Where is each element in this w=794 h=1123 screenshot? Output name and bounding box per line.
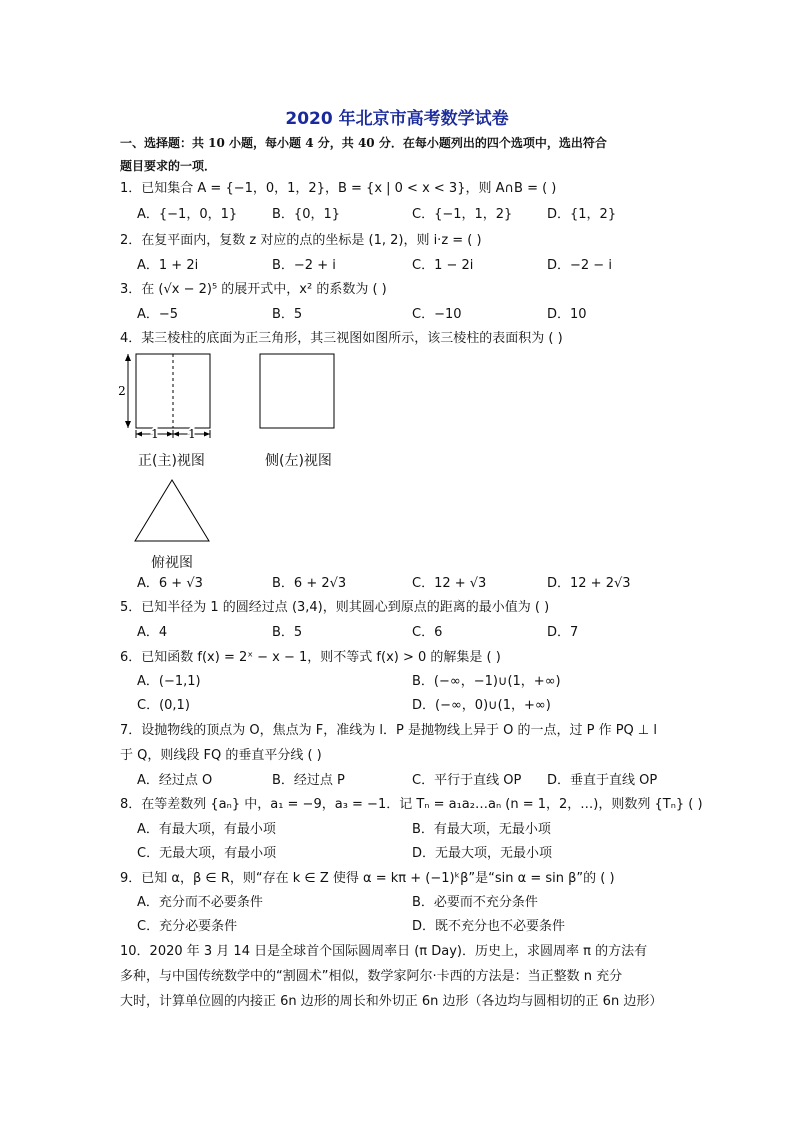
width-dimension-label-right: 1: [188, 427, 196, 441]
question-6-option-a: A．(−1,1): [137, 674, 201, 689]
side-view-label: 侧(左)视图: [265, 453, 332, 469]
question-1-option-c: C．{−1，1，2}: [412, 207, 513, 222]
question-2-option-c: C．1 − 2i: [412, 258, 474, 273]
question-7-stem-line2: 于 Q，则线段 FQ 的垂直平分线 ( ): [120, 748, 322, 763]
page-title: 2020 年北京市高考数学试卷: [285, 109, 509, 129]
section-heading-line1: 一、选择题：共 10 小题，每小题 4 分，共 40 分．在每小题列出的四个选项中，选出符合: [120, 136, 607, 150]
question-2-stem: 2．在复平面内，复数 z 对应的点的坐标是 (1, 2)，则 i·z = ( ): [120, 233, 482, 248]
question-4-stem: 4．某三棱柱的底面为正三角形，其三视图如图所示，该三棱柱的表面积为 ( ): [120, 331, 563, 346]
question-5-stem: 5．已知半径为 1 的圆经过点 (3,4)，则其圆心到原点的距离的最小值为 ( ): [120, 600, 550, 615]
question-4-option-c: C．12 + √3: [412, 576, 487, 591]
question-5-option-a: A．4: [137, 625, 168, 640]
question-6-option-b: B．(−∞，−1)∪(1，+∞): [412, 674, 561, 689]
question-7-option-b: B．经过点 P: [272, 773, 345, 788]
question-1-stem: 1．已知集合 A = {−1，0，1，2}，B = {x | 0 < x < 3}，则 A∩B = ( ): [120, 181, 557, 196]
question-7-option-c: C．平行于直线 OP: [412, 773, 522, 788]
question-6-option-d: D．(−∞，0)∪(1，+∞): [412, 698, 551, 713]
question-5-option-d: D．7: [547, 625, 579, 640]
question-6-stem: 6．已知函数 f(x) = 2ˣ − x − 1，则不等式 f(x) > 0 的解集是 ( ): [120, 650, 501, 665]
width-dimension-label-left: 1: [151, 427, 159, 441]
question-3-option-a: A．−5: [137, 307, 179, 322]
question-9-option-a: A．充分而不必要条件: [137, 895, 263, 910]
question-3-option-c: C．−10: [412, 307, 462, 322]
question-1-option-a: A．{−1，0，1}: [137, 207, 238, 222]
question-3-option-b: B．5: [272, 307, 303, 322]
question-3-option-d: D．10: [547, 307, 587, 322]
question-9-option-b: B．必要而不充分条件: [412, 895, 538, 910]
question-10-line2: 多种，与中国传统数学中的“割圆术”相似，数学家阿尔·卡西的方法是：当正整数 n 充分: [120, 969, 623, 984]
front-view-label: 正(主)视图: [138, 453, 205, 469]
height-arrow-bottom: [125, 421, 131, 428]
section-heading-line2: 题目要求的一项．: [120, 159, 217, 173]
three-view-figure: [112, 348, 352, 548]
question-8-option-b: B．有最大项，无最小项: [412, 822, 551, 837]
question-6-option-c: C．(0,1): [137, 698, 190, 713]
question-4-option-b: B．6 + 2√3: [272, 576, 347, 591]
question-3-stem: 3．在 (√x − 2)⁵ 的展开式中，x² 的系数为 ( ): [120, 282, 387, 297]
height-arrow-top: [125, 354, 131, 361]
side-view-shape: [260, 354, 334, 428]
question-7-option-d: D．垂直于直线 OP: [547, 773, 658, 788]
question-8-option-d: D．无最大项，无最小项: [412, 846, 553, 861]
question-4-option-a: A．6 + √3: [137, 576, 203, 591]
question-8-option-c: C．无最大项，有最小项: [137, 846, 277, 861]
question-9-stem: 9．已知 α，β ∈ R，则“存在 k ∈ Z 使得 α = kπ + (−1)ᵏβ”是“sin α = sin β”的 ( ): [120, 871, 615, 886]
question-10-line3: 大时，计算单位圆的内接正 6n 边形的周长和外切正 6n 边形（各边均与圆相切的正 6n 边形）: [120, 994, 663, 1009]
question-5-option-c: C．6: [412, 625, 443, 640]
question-2-option-a: A．1 + 2i: [137, 258, 199, 273]
question-9-option-c: C．充分必要条件: [137, 919, 238, 934]
question-10-line1: 10．2020 年 3 月 14 日是全球首个国际圆周率日 (π Day)．历史上，求圆周率 π 的方法有: [120, 944, 648, 959]
height-dimension-label: 2: [118, 384, 126, 398]
question-8-stem: 8．在等差数列 {aₙ} 中，a₁ = −9，a₃ = −1．记 Tₙ = a₁a₂…aₙ (n = 1，2，…)，则数列 {Tₙ} ( ): [120, 797, 703, 812]
question-7-stem: 7．设抛物线的顶点为 O，焦点为 F，准线为 l．P 是抛物线上异于 O 的一点，过 P 作 PQ ⊥ l: [120, 723, 657, 738]
question-1-option-d: D．{1，2}: [547, 207, 617, 222]
top-view-label: 俯视图: [151, 555, 193, 571]
question-2-option-b: B．−2 + i: [272, 258, 336, 273]
question-4-option-d: D．12 + 2√3: [547, 576, 631, 591]
question-5-option-b: B．5: [272, 625, 303, 640]
question-8-option-a: A．有最大项，有最小项: [137, 822, 276, 837]
question-9-option-d: D．既不充分也不必要条件: [412, 919, 566, 934]
question-1-option-b: B．{0，1}: [272, 207, 341, 222]
question-7-option-a: A．经过点 O: [137, 773, 213, 788]
top-view-shape: [135, 480, 209, 541]
question-2-option-d: D．−2 − i: [547, 258, 612, 273]
